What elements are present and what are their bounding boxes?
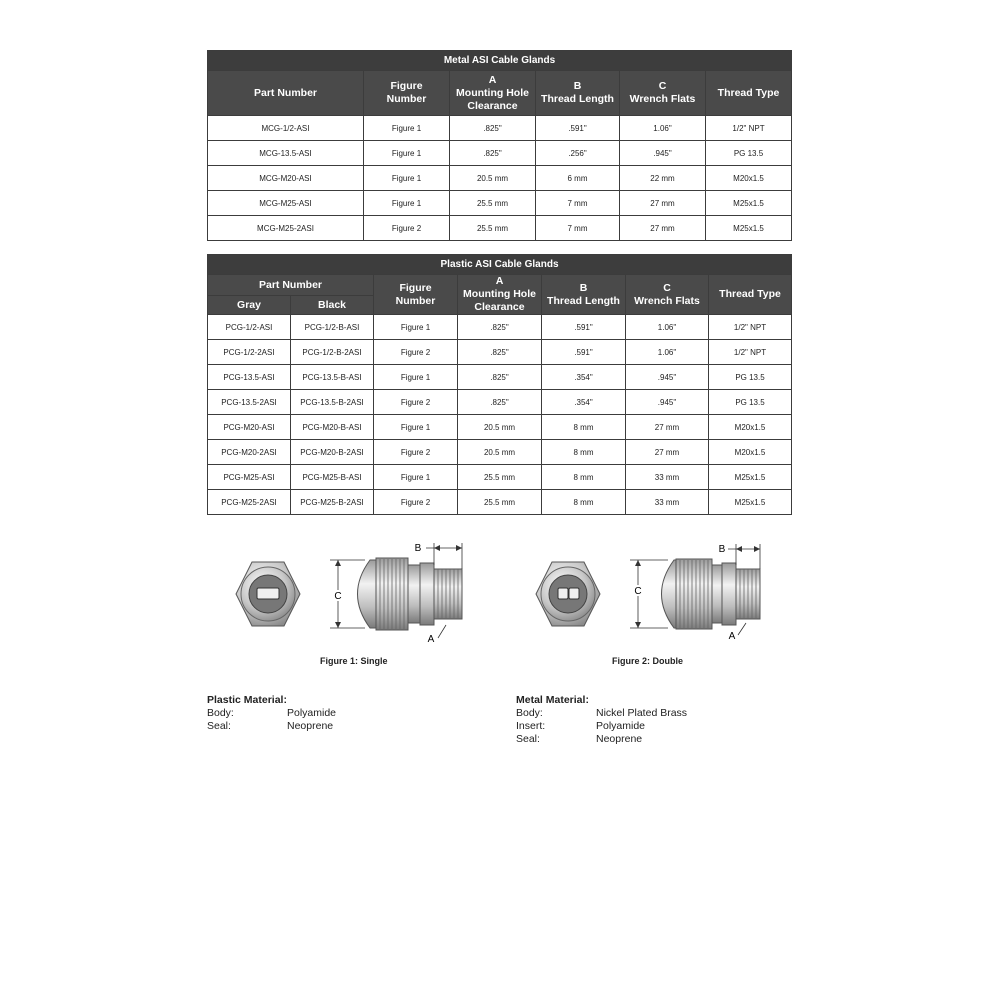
- table-cell: PCG-1/2-2ASI: [208, 340, 291, 365]
- table-row: [208, 390, 792, 415]
- table-cell: Figure 1: [374, 365, 458, 390]
- table-cell: .825": [450, 141, 536, 166]
- table-cell: PCG-M20-B-2ASI: [291, 440, 374, 465]
- table-cell: 1/2" NPT: [709, 315, 792, 340]
- metal-cable-glands-table: [207, 50, 792, 241]
- col-black: Black: [291, 296, 374, 315]
- metal-material-block: [516, 694, 687, 746]
- material-key: Body:: [516, 707, 543, 719]
- metal-table-title: Metal ASI Cable Glands: [208, 51, 792, 71]
- table-cell: 25.5 mm: [458, 490, 542, 515]
- table-row: [208, 340, 792, 365]
- table-row: [208, 315, 792, 340]
- table-cell: MCG-1/2-ASI: [208, 116, 364, 141]
- col-thread-length: B Thread Length: [542, 275, 626, 315]
- table-cell: 8 mm: [542, 440, 626, 465]
- plastic-cable-glands-table: [207, 254, 792, 515]
- table-cell: .354": [542, 365, 626, 390]
- table-cell: .354": [542, 390, 626, 415]
- table-cell: 33 mm: [626, 465, 709, 490]
- table-cell: .825": [458, 315, 542, 340]
- figure-2-caption: Figure 2: Double: [612, 656, 684, 666]
- table-row: [208, 440, 792, 465]
- material-row: [516, 733, 687, 746]
- table-cell: .591": [536, 116, 620, 141]
- col-wrench-flats: C Wrench Flats: [620, 71, 706, 116]
- table-cell: MCG-M25-2ASI: [208, 216, 364, 241]
- table-cell: PCG-13.5-ASI: [208, 365, 291, 390]
- table-cell: .591": [542, 340, 626, 365]
- table-cell: .825": [458, 365, 542, 390]
- col-thread-type: Thread Type: [709, 275, 792, 315]
- material-key: Body:: [207, 707, 234, 719]
- dim-c-label-1: C: [334, 591, 342, 602]
- table-cell: .945": [626, 365, 709, 390]
- plastic-material-heading: Plastic Material:: [207, 694, 287, 706]
- figure-area: [200, 535, 800, 675]
- dim-c-label-2: C: [634, 586, 642, 597]
- table-cell: Figure 2: [374, 440, 458, 465]
- dim-a-label-2: A: [728, 631, 736, 642]
- table-cell: M20x1.5: [709, 440, 792, 465]
- table-cell: 25.5 mm: [450, 216, 536, 241]
- table-cell: .945": [626, 390, 709, 415]
- table-cell: PCG-M25-B-ASI: [291, 465, 374, 490]
- table-cell: .256": [536, 141, 620, 166]
- material-row: [207, 707, 336, 720]
- table-cell: PCG-M25-2ASI: [208, 490, 291, 515]
- table-cell: 20.5 mm: [458, 440, 542, 465]
- table-cell: PCG-1/2-B-2ASI: [291, 340, 374, 365]
- material-value: Polyamide: [596, 720, 646, 732]
- material-key: Seal:: [516, 733, 540, 745]
- table-cell: PCG-M25-B-2ASI: [291, 490, 374, 515]
- table-cell: 1.06": [620, 116, 706, 141]
- table-cell: 1/2" NPT: [706, 116, 792, 141]
- table-cell: 1.06": [626, 315, 709, 340]
- table-cell: 1/2" NPT: [709, 340, 792, 365]
- table-cell: .591": [542, 315, 626, 340]
- table-cell: M25x1.5: [706, 216, 792, 241]
- table-cell: 27 mm: [626, 415, 709, 440]
- material-row: [516, 720, 687, 733]
- table-row: [208, 141, 792, 166]
- table-cell: .825": [450, 116, 536, 141]
- fig2-front-view: [536, 562, 600, 626]
- dim-b-label-1: B: [414, 543, 422, 554]
- table-cell: Figure 1: [364, 141, 450, 166]
- table-cell: Figure 2: [374, 390, 458, 415]
- col-part-number: Part Number: [208, 71, 364, 116]
- material-row: [516, 707, 687, 720]
- table-cell: Figure 1: [364, 166, 450, 191]
- cable-gland-drawings: [200, 535, 800, 675]
- col-part-number: Part Number: [208, 275, 374, 296]
- figure-1-caption: Figure 1: Single: [320, 656, 388, 666]
- table-cell: Figure 2: [364, 216, 450, 241]
- table-row: [208, 465, 792, 490]
- material-key: Insert:: [516, 720, 546, 732]
- table-cell: M25x1.5: [709, 465, 792, 490]
- table-cell: M25x1.5: [706, 191, 792, 216]
- col-wrench-flats: C Wrench Flats: [626, 275, 709, 315]
- dim-a-label-1: A: [427, 634, 435, 645]
- material-value: Nickel Plated Brass: [596, 707, 688, 719]
- table-cell: 27 mm: [626, 440, 709, 465]
- table-cell: Figure 2: [374, 340, 458, 365]
- table-row: [208, 166, 792, 191]
- material-row: [207, 720, 336, 733]
- table-row: [208, 216, 792, 241]
- table-cell: Figure 1: [374, 315, 458, 340]
- table-cell: 8 mm: [542, 465, 626, 490]
- col-mounting-hole: A Mounting Hole Clearance: [450, 71, 536, 116]
- col-figure-number: Figure Number: [364, 71, 450, 116]
- table-cell: MCG-M25-ASI: [208, 191, 364, 216]
- table-cell: 1.06": [626, 340, 709, 365]
- table-cell: PCG-13.5-B-2ASI: [291, 390, 374, 415]
- table-row: [208, 415, 792, 440]
- table-cell: Figure 1: [364, 191, 450, 216]
- table-cell: PCG-M20-2ASI: [208, 440, 291, 465]
- table-cell: Figure 1: [364, 116, 450, 141]
- table-cell: 6 mm: [536, 166, 620, 191]
- metal-material-heading: Metal Material:: [516, 694, 589, 706]
- fig1-front-view: [236, 562, 300, 626]
- table-row: [208, 490, 792, 515]
- table-row: [208, 191, 792, 216]
- table-cell: Figure 1: [374, 415, 458, 440]
- table-cell: 27 mm: [620, 216, 706, 241]
- table-cell: PCG-13.5-2ASI: [208, 390, 291, 415]
- material-value: Neoprene: [287, 720, 334, 732]
- table-cell: .945": [620, 141, 706, 166]
- table-cell: M20x1.5: [706, 166, 792, 191]
- table-cell: 20.5 mm: [458, 415, 542, 440]
- material-key: Seal:: [207, 720, 231, 732]
- fig2-side-view: [630, 544, 760, 642]
- table-cell: PCG-M25-ASI: [208, 465, 291, 490]
- table-cell: 8 mm: [542, 490, 626, 515]
- table-cell: 22 mm: [620, 166, 706, 191]
- table-cell: 20.5 mm: [450, 166, 536, 191]
- table-cell: PCG-M20-ASI: [208, 415, 291, 440]
- dim-b-label-2: B: [718, 544, 726, 555]
- table-row: [208, 116, 792, 141]
- table-cell: 25.5 mm: [450, 191, 536, 216]
- table-cell: 7 mm: [536, 216, 620, 241]
- table-cell: 33 mm: [626, 490, 709, 515]
- table-row: [208, 365, 792, 390]
- fig1-side-view: [330, 543, 462, 645]
- col-thread-length: B Thread Length: [536, 71, 620, 116]
- table-cell: Figure 2: [374, 490, 458, 515]
- table-cell: Figure 1: [374, 465, 458, 490]
- table-cell: PG 13.5: [709, 365, 792, 390]
- material-value: Polyamide: [287, 707, 337, 719]
- col-thread-type: Thread Type: [706, 71, 792, 116]
- plastic-material-block: [207, 694, 336, 733]
- table-cell: PCG-13.5-B-ASI: [291, 365, 374, 390]
- table-cell: MCG-13.5-ASI: [208, 141, 364, 166]
- table-cell: 7 mm: [536, 191, 620, 216]
- material-value: Neoprene: [596, 733, 643, 745]
- col-figure-number: Figure Number: [374, 275, 458, 315]
- col-gray: Gray: [208, 296, 291, 315]
- table-cell: PG 13.5: [709, 390, 792, 415]
- table-cell: 25.5 mm: [458, 465, 542, 490]
- table-cell: .825": [458, 340, 542, 365]
- plastic-table-title: Plastic ASI Cable Glands: [208, 255, 792, 275]
- table-cell: 27 mm: [620, 191, 706, 216]
- table-cell: PCG-M20-B-ASI: [291, 415, 374, 440]
- table-cell: M20x1.5: [709, 415, 792, 440]
- table-cell: PG 13.5: [706, 141, 792, 166]
- table-cell: PCG-1/2-ASI: [208, 315, 291, 340]
- table-cell: MCG-M20-ASI: [208, 166, 364, 191]
- table-cell: M25x1.5: [709, 490, 792, 515]
- table-cell: 8 mm: [542, 415, 626, 440]
- col-mounting-hole: A Mounting Hole Clearance: [458, 275, 542, 315]
- table-cell: PCG-1/2-B-ASI: [291, 315, 374, 340]
- table-cell: .825": [458, 390, 542, 415]
